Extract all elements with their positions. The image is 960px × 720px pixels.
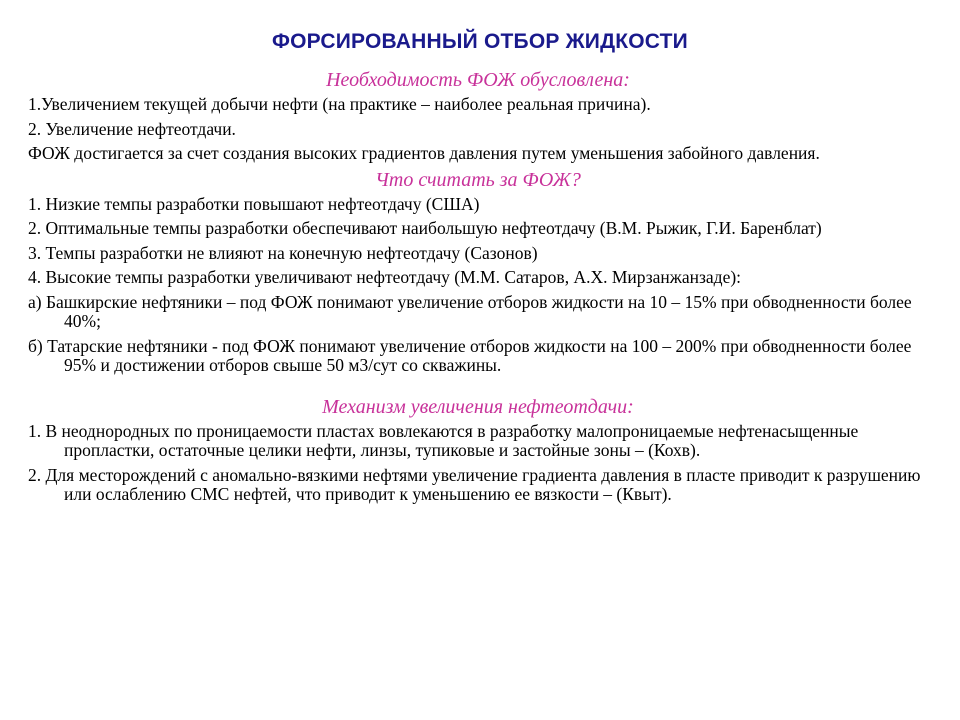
list-item: б) Татарские нефтяники - под ФОЖ понимают увеличение отборов жидкости на 100 – 200% при обводненности более 95% и достижении отборов свыше 50 м3/сут со скважины. [28,335,912,375]
section-heading-necessity: Необходимость ФОЖ обусловлена: [326,69,630,91]
list-item: 1. Низкие темпы разработки повышают нефтеотдачу (США) [28,193,480,214]
list-item: 1. В неоднородных по проницаемости пластах вовлекаются в разработку малопроницаемые нефтенасыщенные пропластки, остаточные целики нефти, линзы, тупиковые и застойные зоны – (Кохв). [28,420,859,460]
list-item: 2. Оптимальные темпы разработки обеспечивают наибольшую нефтеотдачу (В.М. Рыжик, Г.И. Баренблат) [28,218,822,238]
list-item: а) Башкирские нефтяники – под ФОЖ понимают увеличение отборов жидкости на 10 – 15% при обводненности более 40%; [28,291,912,331]
slide-content [28,69,928,510]
list-item: ФОЖ достигается за счет создания высоких градиентов давления путем уменьшения забойного давления. [28,143,820,163]
list-item: 4. Высокие темпы разработки увеличивают нефтеотдачу (М.М. Сатаров, А.Х. Мирзанжанзаде): [28,267,742,287]
list-item: 3. Темпы разработки не влияют на конечную нефтеотдачу (Сазонов) [28,242,538,263]
section-heading-what-is: Что считать за ФОЖ? [375,168,581,191]
list-item: 2. Для месторождений с аномально-вязкими нефтями увеличение градиента давления в пласте приводит к разрушению или ослаблению СМС нефтей, что приводит к уменьшению ее вязкости – (Квыт). [28,464,921,504]
section-heading-mechanism: Механизм увеличения нефтеотдачи: [322,395,634,418]
list-item: 1.Увеличением текущей добычи нефти (на практике – наиболее реальная причина). [28,94,651,114]
list-item: 2. Увеличение нефтеотдачи. [28,118,236,139]
page-title: ФОРСИРОВАННЫЙ ОТБОР ЖИДКОСТИ [272,30,688,53]
